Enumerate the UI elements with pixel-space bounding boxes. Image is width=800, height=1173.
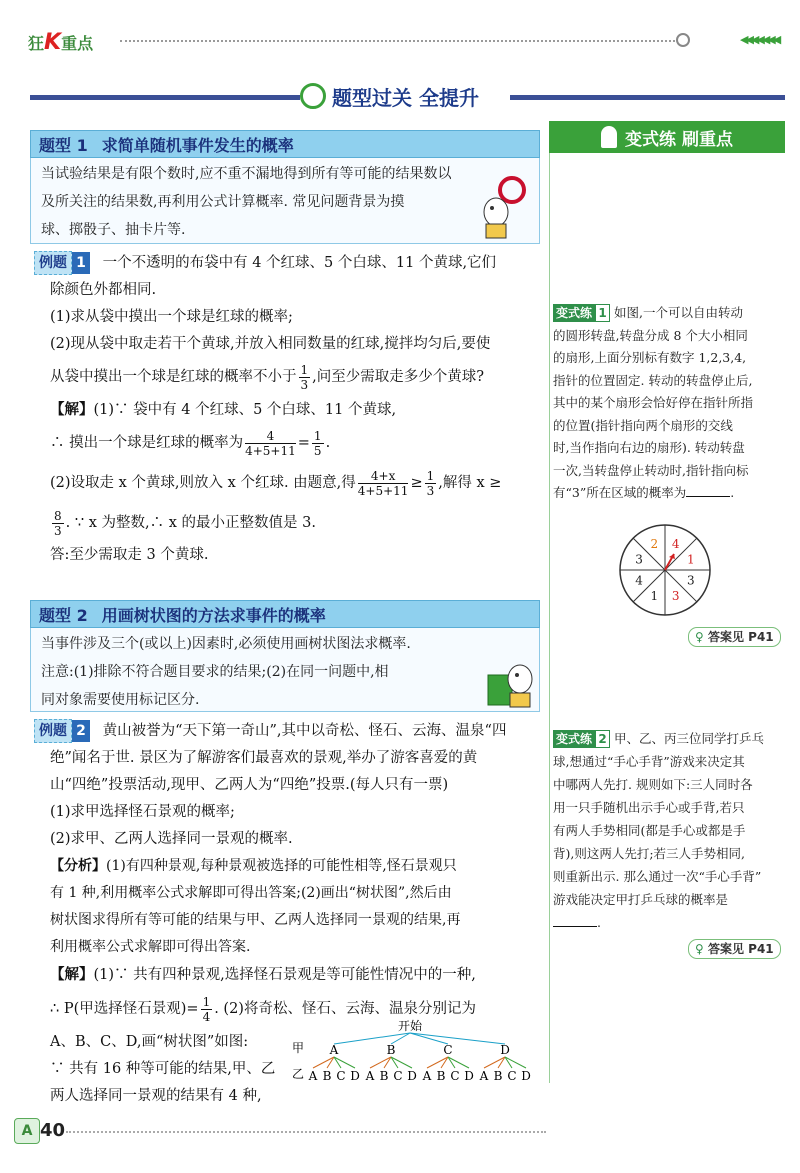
frac-num: 1 <box>426 468 435 483</box>
example-2-sol-1: (1)∵ 共有四种景观,选择怪石景观是等可能性情况中的一种, <box>93 967 476 983</box>
solution-2-label: 【解】 <box>50 966 94 983</box>
spinner-number: 1 <box>687 552 695 567</box>
sol-4-text: . ∵ x 为整数,∴ x 的最小正整数值是 3. <box>65 515 316 531</box>
section-banner <box>300 78 510 114</box>
tree-node-level-2: D <box>521 1069 531 1083</box>
tree-node-level-2: B <box>436 1069 446 1083</box>
variant-1-line: 的圆形转盘,转盘分成 8 个大小相同 <box>553 327 748 343</box>
variant-2-line: 甲、乙、丙三位同学打乒乓 <box>614 731 765 746</box>
frac-den: 4+5+11 <box>357 483 409 498</box>
brand-logo <box>28 30 93 55</box>
tree-branch <box>410 1033 448 1044</box>
variant-1-line: 时,当作指向右边的扇形). 转动转盘 <box>553 440 745 455</box>
example-2-q2: (2)求甲、乙两人选择同一景观的概率. <box>50 831 293 847</box>
variant-2-line: 中哪两人先打. 规则如下:三人同时各 <box>553 777 753 792</box>
circle-decoration-icon <box>676 33 690 47</box>
topic-2-title: 用画树状图的方法求事件的概率 <box>101 605 326 625</box>
variant-2-line: 球,想通过“手心手背”游戏来决定其 <box>553 754 745 769</box>
example-1-q2: (2)现从袋中取走若干个黄球,并放入相同数量的红球,搅拌均匀后,要使 <box>50 336 491 352</box>
sol-2-text: ∴ P(甲选择怪石景观)= <box>50 1001 199 1017</box>
fraction-4x-over-20 <box>358 469 409 498</box>
variant-1-line: 其中的某个扇形会恰好停在指针所指 <box>553 395 754 410</box>
topic-2-desc-1: 当事件涉及三个(或以上)因素时,必须使用画树状图法求概率. <box>41 636 411 652</box>
example-1-sol-3 <box>34 462 544 504</box>
answer-blank <box>686 496 730 497</box>
sol-2-end: . (2)将奇松、怪石、云海、温泉分别记为 <box>214 1001 476 1017</box>
answer-ref-2-text: 答案见 P41 <box>707 942 774 956</box>
topic-1-box <box>30 158 540 244</box>
tree-node-level-1: C <box>443 1043 453 1057</box>
frac-num: 8 <box>54 508 62 523</box>
page-number: 40 <box>40 1120 66 1141</box>
spinner-number: 3 <box>687 573 695 588</box>
tree-node-level-2: B <box>493 1069 503 1083</box>
sol-3-end: ,解得 x ≥ <box>438 475 502 491</box>
example-1 <box>34 250 544 569</box>
tree-branch <box>410 1033 505 1044</box>
variant-2-line: 用一只手随机出示手心或手背,若只 <box>553 800 745 815</box>
variant-2 <box>553 727 783 934</box>
reading-cartoon-icon <box>482 655 538 711</box>
answer-ref-1-text: 答案见 P41 <box>707 630 774 644</box>
equals-sign: = <box>297 435 310 451</box>
variant-2-line: 游戏能决定甲打乒乓球的概率是 <box>553 892 729 907</box>
example-2-line-3: 山“四绝”投票活动,现甲、乙两人为“四绝”投票.(每人只有一票) <box>50 777 449 793</box>
analysis-label: 【分析】 <box>50 858 106 874</box>
variant-2-num: 2 <box>595 730 610 748</box>
topic-1-header <box>30 130 540 158</box>
frac-num: 1 <box>202 994 211 1009</box>
example-1-line-1: 一个不透明的布袋中有 4 个红球、5 个白球、11 个黄球,它们 <box>102 255 497 271</box>
frac-den: 3 <box>300 377 309 392</box>
ge-sign: ≥ <box>410 475 423 491</box>
fraction-1-3 <box>299 363 311 392</box>
example-1-sol-4 <box>34 504 544 542</box>
banner-title: 题型过关 全提升 <box>332 85 479 110</box>
tree-root: 开始 <box>397 1019 423 1033</box>
example-2-num: 2 <box>72 720 90 742</box>
variant-1-line: 有“3”所在区域的概率为 <box>553 485 687 500</box>
variant-2-tag: 变式练 <box>553 730 595 748</box>
frac-den: 3 <box>426 483 435 498</box>
topic-2-label: 题型 2 <box>39 605 88 625</box>
spinner-number: 4 <box>635 573 643 588</box>
tree-node-level-1: D <box>500 1043 510 1057</box>
example-1-line-2: 除颜色外都相同. <box>50 282 157 298</box>
swirl-icon <box>300 83 326 109</box>
variant-2-end: . <box>597 915 601 930</box>
arrows-decoration-icon: ◀◀◀◀◀◀◀ <box>740 33 779 46</box>
tree-level-2 <box>308 1069 531 1083</box>
spinner-number: 2 <box>650 537 659 552</box>
logo-text-1: 狂 <box>28 34 45 53</box>
variant-1-tag: 变式练 <box>553 304 595 322</box>
variant-1-end: . <box>730 485 735 500</box>
frac-num: 4+x <box>358 469 409 484</box>
tree-branch <box>334 1033 410 1044</box>
tree-node-level-2: C <box>450 1069 460 1083</box>
logo-k: K <box>44 30 62 55</box>
variant-1-line: 一次,当转盘停止转动时,指针指向标 <box>553 462 749 478</box>
variant-1-line: 如图,一个可以自由转动 <box>614 305 743 320</box>
teacher-icon <box>601 126 617 148</box>
topic-2-desc-2: 注意:(1)排除不符合题目要求的结果;(2)在同一问题中,相 <box>41 664 389 680</box>
answer-blank <box>553 926 597 927</box>
frac-num: 1 <box>300 362 309 377</box>
side-header <box>549 121 785 153</box>
frac-den: 4+5+11 <box>245 443 296 458</box>
footer-dotted-rule <box>66 1131 546 1133</box>
answer-ref-1[interactable] <box>688 626 781 647</box>
example-2-line-1: 黄山被誉为“天下第一奇山”,其中以奇松、怪石、云海、温泉“四 <box>102 723 507 739</box>
topic-2-header <box>30 600 540 628</box>
fraction-8-3 <box>52 509 64 538</box>
example-1-q2-end: ,问至少需取走多少个黄球? <box>312 369 485 385</box>
frac-den: 3 <box>54 523 62 538</box>
tree-node-level-2: B <box>322 1069 332 1083</box>
topic-1-title: 求简单随机事件发生的概率 <box>101 135 294 155</box>
frac-num: 4 <box>245 429 296 444</box>
fraction-4-over-20 <box>245 429 296 458</box>
example-1-q1: (1)求从袋中摸出一个球是红球的概率; <box>50 309 293 325</box>
variant-1-line: 指针的位置固定. 转动的转盘停止后, <box>553 372 753 388</box>
topic-2-desc-3: 同对象需要使用标记区分. <box>41 692 200 708</box>
detective-cartoon-icon <box>474 172 534 242</box>
variant-1-line: 的位置(指针指向两个扇形的交线 <box>553 417 733 433</box>
variant-1-line: 的扇形,上面分别标有数字 1,2,3,4, <box>553 350 747 365</box>
tree-node-level-2: C <box>336 1069 346 1083</box>
tree-node-level-2: A <box>422 1069 432 1083</box>
analysis-2: 有 1 种,利用概率公式求解即可得出答案;(2)画出“树状图”,然后由 <box>50 885 452 901</box>
example-2-line-2: 绝”闻名于世. 景区为了解游客们最喜欢的景观,举办了游客喜爱的黄 <box>50 750 478 766</box>
tree-node-level-2: A <box>365 1069 375 1083</box>
tree-node-level-1: B <box>386 1043 396 1057</box>
topic-1-label: 题型 1 <box>39 135 88 155</box>
fraction-1-4 <box>201 995 213 1024</box>
example-1-sol-1: (1)∵ 袋中有 4 个红球、5 个白球、11 个黄球, <box>93 402 397 418</box>
spinner-number: 1 <box>650 588 659 603</box>
solution-label: 【解】 <box>50 401 94 418</box>
analysis-4: 利用概率公式求解即可得出答案. <box>50 939 251 955</box>
tree-node-level-2: B <box>379 1069 389 1083</box>
example-2-q1: (1)求甲选择怪石景观的概率; <box>50 804 235 820</box>
pin-icon: ♀ <box>695 630 704 644</box>
tree-row2-label: 乙 <box>292 1067 305 1081</box>
tree-diagram <box>282 1018 542 1088</box>
period: . <box>325 435 331 451</box>
variant-2-line: 有两人手势相同(都是手心或都是手 <box>553 823 746 838</box>
analysis-1: (1)有四种景观,每种景观被选择的可能性相等,怪石景观只 <box>106 858 457 874</box>
example-2-tag: 例题 <box>34 719 72 743</box>
tree-node-level-2: C <box>507 1069 517 1083</box>
tree-node-level-1: A <box>329 1043 339 1057</box>
pin-icon: ♀ <box>695 942 704 956</box>
example-1-q2-cont <box>34 358 544 396</box>
answer-ref-2[interactable] <box>688 938 781 959</box>
topic-1-desc-3: 球、掷骰子、抽卡片等. <box>41 222 186 238</box>
example-1-sol-2 <box>34 424 544 462</box>
logo-text-2: 重点 <box>61 34 94 53</box>
example-1-q2-text: 从袋中摸出一个球是红球的概率不小于 <box>50 369 297 385</box>
fraction-1-5 <box>312 429 324 458</box>
top-dotted-rule <box>120 40 675 42</box>
example-1-answer: 答:至少需取走 3 个黄球. <box>50 547 209 563</box>
footer-logo-icon: A <box>14 1118 40 1144</box>
frac-den: 4 <box>202 1009 211 1024</box>
frac-num: 1 <box>313 428 322 443</box>
spinner-number: 3 <box>635 552 643 567</box>
topic-2-box <box>30 628 540 712</box>
fraction-1-3b <box>425 469 437 498</box>
tree-node-level-2: A <box>479 1069 489 1083</box>
topic-1-desc-1: 当试验结果是有限个数时,应不重不漏地得到所有等可能的结果数以 <box>41 166 452 182</box>
variant-2-line: 背),则这两人先打;若三人手势相同, <box>553 846 746 861</box>
tree-node-level-2: D <box>407 1069 417 1083</box>
topic-1-desc-2: 及所关注的结果数,再利用公式计算概率. 常见问题背景为摸 <box>41 194 405 210</box>
spinner-number: 4 <box>671 537 680 552</box>
variant-2-line: 则重新出示. 那么通过一次“手心手背” <box>553 869 762 884</box>
tree-node-level-2: D <box>350 1069 360 1083</box>
spinner-diagram <box>617 522 713 618</box>
banner-rule-left <box>30 95 300 100</box>
tree-node-level-2: D <box>464 1069 474 1083</box>
side-title: 变式练 刷重点 <box>625 129 733 150</box>
sol-3-text: (2)设取走 x 个黄球,则放入 x 个红球. 由题意,得 <box>50 475 356 491</box>
example-1-tag: 例题 <box>34 251 72 275</box>
tree-node-level-2: C <box>393 1069 403 1083</box>
banner-rule-right <box>510 95 785 100</box>
example-2-sol-5: 两人选择同一景观的结果有 4 种, <box>50 1088 262 1104</box>
example-1-num: 1 <box>72 252 90 274</box>
variant-1-num: 1 <box>595 304 610 322</box>
spinner-number: 3 <box>671 588 680 603</box>
example-2-sol-3: A、B、C、D,画“树状图”如图: <box>50 1034 249 1050</box>
tree-node-level-2: A <box>308 1069 318 1083</box>
tree-level-1 <box>329 1043 510 1057</box>
analysis-3: 树状图求得所有等可能的结果与甲、乙两人选择同一景观的结果,再 <box>50 912 461 928</box>
tree-row1-label: 甲 <box>292 1041 305 1055</box>
sol-2-text: ∴ 摸出一个球是红球的概率为 <box>50 435 244 451</box>
tree-lines <box>313 1033 526 1068</box>
example-2-sol-4: ∵ 共有 16 种等可能的结果,甲、乙 <box>50 1061 276 1077</box>
frac-den: 5 <box>313 443 322 458</box>
variant-1 <box>553 302 783 505</box>
